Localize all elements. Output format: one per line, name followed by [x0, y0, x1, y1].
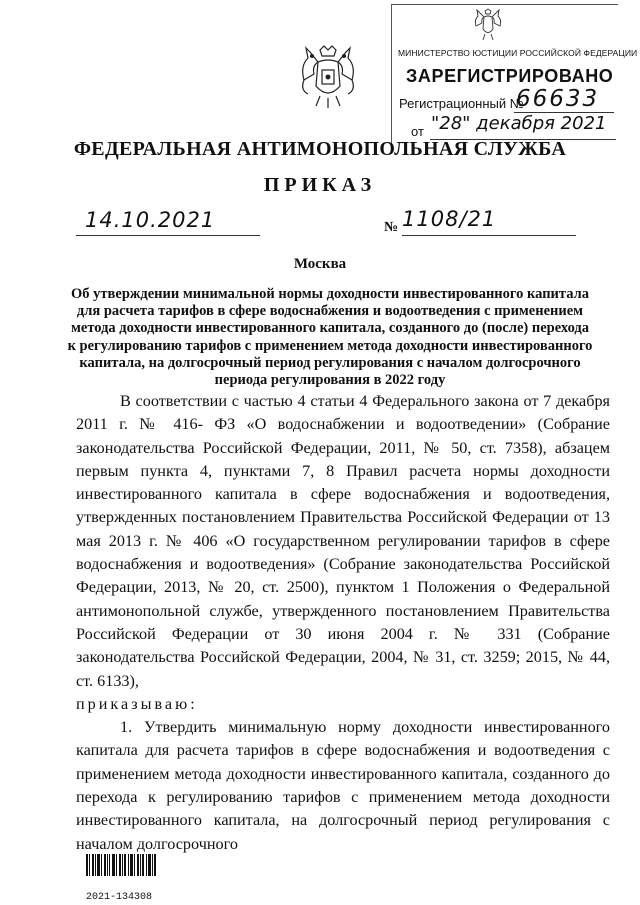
document-type: ПРИКАЗ [263, 174, 377, 196]
stamp-number: 66633 [516, 86, 600, 112]
document-code: 2021-134308 [86, 892, 153, 903]
order-number-underline [402, 235, 576, 236]
order-number: 1108/21 [402, 207, 497, 231]
stamp-number-label: Регистрационный № [399, 96, 524, 111]
stamp-date-label: от [411, 124, 424, 139]
order-title: Об утверждении минимальной нормы доходности инвестированного капитала для расчета тарифов в сфере водоснабжения и водоотведения с применением метода доходности инвестированного капитала, созданного до (после) перехода к регулированию тарифов с применением метода доходности инвестированного капитала, на долгосрочный период регулирования с началом долгосрочного периода регулирования в 2022 году [67, 286, 593, 389]
stamp-status: ЗАРЕГИСТРИРОВАНО [406, 66, 614, 86]
order-number-label: № [384, 220, 399, 235]
order-word: приказываю: [76, 694, 198, 713]
item-1-paragraph: 1. Утвердить минимальную норму доходности инвестированного капитала для расчета тарифов в сфере водоснабжения и водоотведения с применением метода доходности инвестированного капитала, созданного до перехода к регулированию тарифов с применением метода доходности инвестированного капитала, на долгосрочный период регулирования с началом долгосрочного [76, 718, 610, 853]
order-body [76, 390, 610, 856]
preamble-paragraph: В соответствии с частью 4 статьи 4 Федерального закона от 7 декабря 2011 г. № 416- ФЗ «О водоснабжении и водоотведении» (Собрание законодательства Российской Федерации, 2011, № 50, ст. 7358), абзацем первым пункта 4, пунктами 7, 8 Правил расчета нормы доходности инвестированного капитала в сфере водоснабжения и водоотведения, утвержденных постановлением Правительства Российской Федерации от 13 мая 2013 г. № 406 «О государственном регулировании тарифов в сфере водоснабжения и водоотведения» (Собрание законодательства Российской Федерации, 2013, № 20, ст. 2500), пунктом 1 Положения о Федеральной антимонопольной службе, утвержденного постановлением Правительства Российской Федерации от 30 июня 2004 г. № 331 (Собрание законодательства Российской Федерации, 2004, № 31, ст. 3259; 2015, № 44, ст. 6133), [76, 392, 610, 690]
city: Москва [293, 256, 347, 272]
coat-of-arms-emblem [296, 44, 360, 112]
stamp-date: "28" декабря 2021 [431, 113, 607, 134]
barcode [86, 854, 156, 876]
stamp-ministry: МИНИСТЕРСТВО ЮСТИЦИИ РОССИЙСКОЙ ФЕДЕРАЦИИ [398, 48, 638, 58]
order-date: 14.10.2021 [85, 208, 216, 232]
stamp-emblem [473, 8, 503, 42]
agency-name: ФЕДЕРАЛЬНАЯ АНТИМОНОПОЛЬНАЯ СЛУЖБА [73, 138, 567, 160]
order-date-underline [76, 235, 260, 236]
